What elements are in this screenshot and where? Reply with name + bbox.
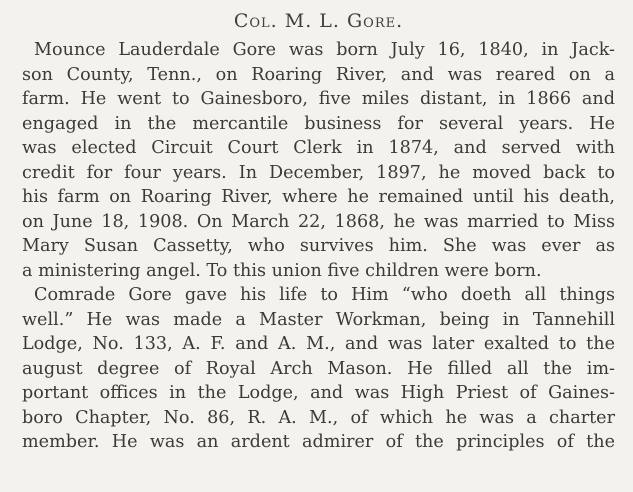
text-line: Comrade Gore gave his life to Him “who doeth all things xyxy=(34,285,615,305)
paragraph-1 xyxy=(22,38,615,283)
text-line: his farm on Roaring River, where he remained until his death, xyxy=(22,187,615,207)
text-line: well.” He was made a Master Workman, being in Tannehill xyxy=(22,309,615,330)
text-line: engaged in the mercantile business for several years. He xyxy=(22,113,615,134)
text-line: member. He was an ardent admirer of the principles of the xyxy=(22,432,615,452)
text-line: portant offices in the Lodge, and was High Priest of Gaines- xyxy=(22,383,615,403)
text-line: credit for four years. In December, 1897, he moved back to xyxy=(22,162,615,183)
text-line: son County, Tenn., on Roaring River, and was reared on a xyxy=(22,64,615,85)
text-line: Mary Susan Cassetty, who survives him. She was ever as xyxy=(22,236,615,256)
text-line: august degree of Royal Arch Mason. He filled all the im- xyxy=(22,358,615,379)
text-line: farm. He went to Gainesboro, five miles distant, in 1866 and xyxy=(22,89,615,109)
paragraph-2 xyxy=(22,283,615,455)
page-title: Col. M. L. Gore. xyxy=(233,10,404,32)
text-line: a ministering angel. To this union five children were born. xyxy=(22,260,542,281)
text-line: was elected Circuit Court Clerk in 1874, and served with xyxy=(22,138,615,158)
text-line: Lodge, No. 133, A. F. and A. M., and was later exalted to the xyxy=(22,334,615,354)
text-line: boro Chapter, No. 86, R. A. M., of which he was a charter xyxy=(22,407,615,428)
text-line: Mounce Lauderdale Gore was born July 16, 1840, in Jack- xyxy=(34,40,615,60)
text-line: on June 18, 1908. On March 22, 1868, he was married to Miss xyxy=(22,211,615,232)
